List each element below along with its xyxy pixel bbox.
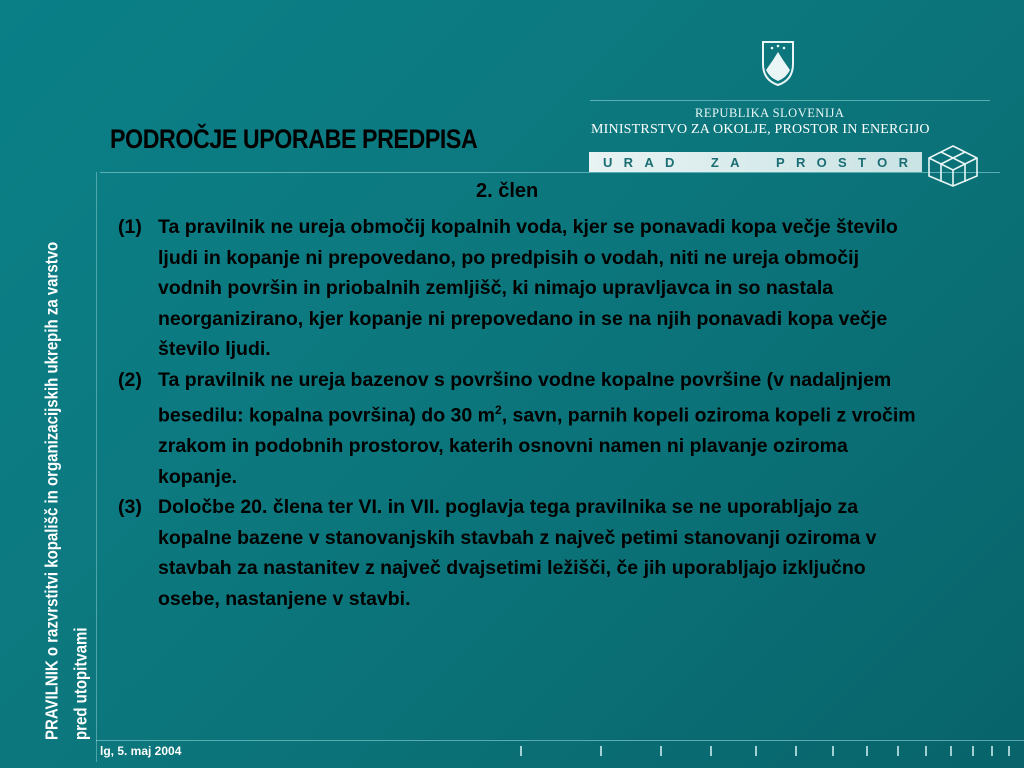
sidebar-line-1: PRAVILNIK o razvrstitvi kopališč in organizacijskih ukrepih za varstvo [42,241,63,740]
paragraph-1 [118,212,918,365]
ministry-logo [585,40,985,190]
superscript: 2 [495,403,502,417]
decor-line-left [96,172,97,762]
footer-date: lg, 5. maj 2004 [100,744,182,758]
paragraph-text: Ta pravilnik ne ureja območij kopalnih voda, kjer se ponavadi kopa večje število ljudi in kopanje ni prepovedano, po predpisih o vodah, niti ne ureja območij vodnih površin in priobalnih zemljišč, ki nimajo upravljavca in so nastala neorganizirano, kjer kopanje ni prepovedano in se na njih ponavadi kopa večje število ljudi. [158,216,898,360]
paragraph-number: (2) [118,368,142,391]
sidebar-line-2: pred utopitvami [71,627,91,740]
article-body [118,212,918,614]
ministry-line-2: MINISTRSTVO ZA OKOLJE, PROSTOR IN ENERGIJO [591,122,930,137]
ministry-line-1: REPUBLIKA SLOVENIJA [695,106,845,120]
paragraph-text-cont: , savn, parnih kopeli oziroma kopeli z vročim zrakom in podobnih prostorov, katerih osnovni namen ni plavanje oziroma kopanje. [158,404,916,488]
page-title: PODROČJE UPORABE PREDPISA [110,124,478,154]
urad-za-prostor-bar: U R A D Z A P R O S T O R [589,152,922,172]
paragraph-number: (1) [118,216,142,238]
paragraph-number: (3) [118,496,142,518]
paragraph-text: Ta pravilnik ne ureja bazenov s površino vodne kopalne površine (v nadaljnjem besedilu: kopalna površina) do 30 m [158,368,892,427]
paragraph-text: Določbe 20. člena ter VI. in VII. poglavja tega pravilnika se ne uporabljajo za kopalne bazene v stanovanjskih stavbah z največ petimi stanovanji oziroma v stavbah za nastanitev z največ dvajsetimi ležišči, če jih uporabljajo izključno osebe, nastanjene v stavbi. [158,496,877,610]
paragraph-3 [118,492,918,614]
paragraph-2 [118,365,918,493]
coat-of-arms-icon [761,40,795,86]
sidebar-document-title [38,180,96,740]
decor-line-bottom [96,740,1024,741]
article-heading: 2. člen [476,180,539,202]
